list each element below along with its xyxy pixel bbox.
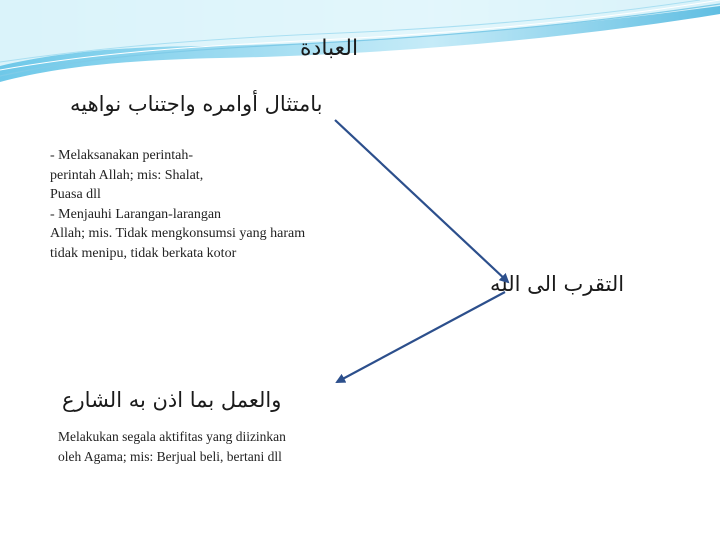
top-arabic-heading: بامتثال أوامره واجتناب نواهيه bbox=[70, 92, 323, 116]
arrow-right-to-bottom bbox=[337, 292, 505, 382]
page-title: العبادة bbox=[300, 36, 359, 61]
note-line: Allah; mis. Tidak mengkonsumsi yang haram bbox=[50, 226, 306, 241]
note-line: Melakukan segala aktifitas yang diizinkan bbox=[58, 429, 286, 444]
note-line: perintah Allah; mis: Shalat, bbox=[50, 167, 204, 183]
right-arabic-heading: التقرب الى الله bbox=[490, 272, 625, 296]
arrow-top-to-right bbox=[335, 120, 508, 282]
note-line: oleh Agama; mis: Berjual beli, bertani dll bbox=[58, 448, 282, 464]
note-line: - Melaksanakan perintah- bbox=[50, 148, 194, 163]
note-line: - Menjauhi Larangan-larangan bbox=[50, 206, 222, 222]
bottom-arabic-heading: والعمل بما اذن به الشارع bbox=[62, 388, 282, 412]
note-line: Puasa dll bbox=[50, 187, 101, 202]
note-line: tidak menipu, tidak berkata kotor bbox=[50, 245, 237, 261]
